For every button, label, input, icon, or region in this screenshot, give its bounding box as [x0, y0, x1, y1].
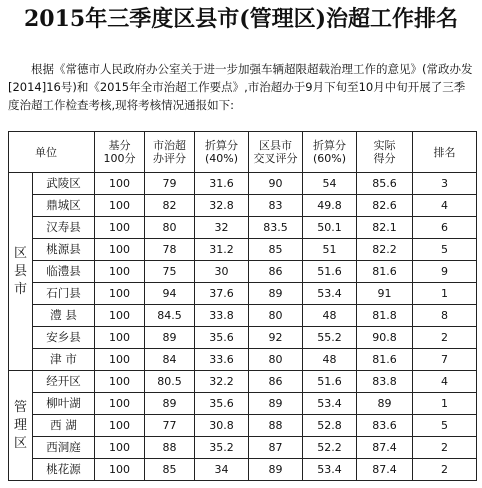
rank-cell: 4: [413, 195, 477, 217]
actual-score-cell: 90.8: [357, 327, 413, 349]
base-score-cell: 100: [95, 415, 145, 437]
table-row: [9, 437, 477, 459]
group-label: [9, 173, 33, 371]
converted-60-cell: 51.6: [303, 261, 357, 283]
group-label: [9, 371, 33, 481]
table-row: [9, 327, 477, 349]
converted-40-cell: 31.6: [195, 173, 249, 195]
ranking-table: [8, 131, 477, 481]
base-score-cell: 100: [95, 437, 145, 459]
header-cross-score: 区县市 交叉评分: [249, 132, 303, 173]
base-score-cell: 100: [95, 371, 145, 393]
city-score-cell: 77: [145, 415, 195, 437]
rank-cell: 5: [413, 239, 477, 261]
table-row: [9, 217, 477, 239]
table-row: [9, 459, 477, 481]
city-score-cell: 94: [145, 283, 195, 305]
city-score-cell: 75: [145, 261, 195, 283]
rank-cell: 2: [413, 459, 477, 481]
cross-score-cell: 80: [249, 305, 303, 327]
converted-60-cell: 50.1: [303, 217, 357, 239]
header-unit: 单位: [9, 132, 95, 173]
rank-cell: 2: [413, 327, 477, 349]
cross-score-cell: 83.5: [249, 217, 303, 239]
table-row: [9, 283, 477, 305]
cross-score-cell: 92: [249, 327, 303, 349]
city-score-cell: 79: [145, 173, 195, 195]
cross-score-cell: 87: [249, 437, 303, 459]
header-rank: 排名: [413, 132, 477, 173]
table-row: [9, 261, 477, 283]
unit-name-cell: 汉寿县: [33, 217, 95, 239]
converted-40-cell: 37.6: [195, 283, 249, 305]
rank-cell: 3: [413, 173, 477, 195]
header-actual-score: 实际 得分: [357, 132, 413, 173]
group-label-char: 理: [13, 417, 27, 433]
base-score-cell: 100: [95, 195, 145, 217]
header-converted-60: 折算分 (60%): [303, 132, 357, 173]
converted-40-cell: 30.8: [195, 415, 249, 437]
unit-name-cell: 安乡县: [33, 327, 95, 349]
actual-score-cell: 85.6: [357, 173, 413, 195]
converted-40-cell: 32.2: [195, 371, 249, 393]
city-score-cell: 78: [145, 239, 195, 261]
actual-score-cell: 81.6: [357, 261, 413, 283]
actual-score-cell: 81.8: [357, 305, 413, 327]
actual-score-cell: 82.6: [357, 195, 413, 217]
cross-score-cell: 86: [249, 371, 303, 393]
base-score-cell: 100: [95, 283, 145, 305]
table-header-row: [9, 132, 477, 173]
city-score-cell: 85: [145, 459, 195, 481]
table-row: [9, 305, 477, 327]
base-score-cell: 100: [95, 239, 145, 261]
unit-name-cell: 鼎城区: [33, 195, 95, 217]
converted-60-cell: 49.8: [303, 195, 357, 217]
converted-60-cell: 52.2: [303, 437, 357, 459]
city-score-cell: 89: [145, 393, 195, 415]
converted-40-cell: 30: [195, 261, 249, 283]
table-row: [9, 371, 477, 393]
table-row: [9, 195, 477, 217]
cross-score-cell: 86: [249, 261, 303, 283]
city-score-cell: 84.5: [145, 305, 195, 327]
actual-score-cell: 83.8: [357, 371, 413, 393]
rank-cell: 5: [413, 415, 477, 437]
converted-60-cell: 48: [303, 349, 357, 371]
actual-score-cell: 87.4: [357, 437, 413, 459]
converted-60-cell: 51.6: [303, 371, 357, 393]
rank-cell: 8: [413, 305, 477, 327]
city-score-cell: 80.5: [145, 371, 195, 393]
converted-60-cell: 52.8: [303, 415, 357, 437]
actual-score-cell: 82.2: [357, 239, 413, 261]
page-title: 2015年三季度区县市(管理区)治超工作排名: [23, 6, 459, 32]
table-row: [9, 415, 477, 437]
unit-name-cell: 临澧县: [33, 261, 95, 283]
base-score-cell: 100: [95, 305, 145, 327]
unit-name-cell: 津 市: [33, 349, 95, 371]
group-label-char: 区: [13, 435, 27, 451]
converted-60-cell: 53.4: [303, 283, 357, 305]
rank-cell: 4: [413, 371, 477, 393]
city-score-cell: 88: [145, 437, 195, 459]
city-score-cell: 84: [145, 349, 195, 371]
cross-score-cell: 88: [249, 415, 303, 437]
table-row: [9, 393, 477, 415]
cross-score-cell: 90: [249, 173, 303, 195]
rank-cell: 2: [413, 437, 477, 459]
city-score-cell: 89: [145, 327, 195, 349]
base-score-cell: 100: [95, 261, 145, 283]
unit-name-cell: 西 湖: [33, 415, 95, 437]
actual-score-cell: 89: [357, 393, 413, 415]
rank-cell: 7: [413, 349, 477, 371]
unit-name-cell: 柳叶湖: [33, 393, 95, 415]
group-label-char: 县: [13, 263, 27, 279]
header-base: 基分 100分: [95, 132, 145, 173]
table-row: [9, 173, 477, 195]
actual-score-cell: 87.4: [357, 459, 413, 481]
converted-40-cell: 31.2: [195, 239, 249, 261]
rank-cell: 1: [413, 283, 477, 305]
unit-name-cell: 石门县: [33, 283, 95, 305]
header-converted-40: 折算分 (40%): [195, 132, 249, 173]
converted-60-cell: 53.4: [303, 393, 357, 415]
cross-score-cell: 85: [249, 239, 303, 261]
unit-name-cell: 澧 县: [33, 305, 95, 327]
base-score-cell: 100: [95, 327, 145, 349]
base-score-cell: 100: [95, 173, 145, 195]
table-row: [9, 349, 477, 371]
unit-name-cell: 经开区: [33, 371, 95, 393]
base-score-cell: 100: [95, 217, 145, 239]
converted-40-cell: 35.2: [195, 437, 249, 459]
converted-40-cell: 32: [195, 217, 249, 239]
cross-score-cell: 83: [249, 195, 303, 217]
converted-40-cell: 35.6: [195, 327, 249, 349]
converted-40-cell: 35.6: [195, 393, 249, 415]
group-label-char: 市: [13, 281, 27, 297]
converted-60-cell: 53.4: [303, 459, 357, 481]
table-body: [9, 173, 477, 481]
base-score-cell: 100: [95, 459, 145, 481]
base-score-cell: 100: [95, 393, 145, 415]
base-score-cell: 100: [95, 349, 145, 371]
intro-paragraph: 根据《常德市人民政府办公室关于进一步加强车辆超限超载治理工作的意见》(常政办发[2014]16号)和《2015年全市治超工作要点》,市治超办于9月下旬至10月中旬开展了三季度治超工作检查考核,现将考核情况通报如下:: [8, 62, 473, 112]
cross-score-cell: 89: [249, 283, 303, 305]
converted-40-cell: 33.6: [195, 349, 249, 371]
converted-60-cell: 54: [303, 173, 357, 195]
group-label-char: 管: [13, 399, 27, 415]
unit-name-cell: 桃花源: [33, 459, 95, 481]
table-row: [9, 239, 477, 261]
unit-name-cell: 桃源县: [33, 239, 95, 261]
unit-name-cell: 武陵区: [33, 173, 95, 195]
rank-cell: 9: [413, 261, 477, 283]
actual-score-cell: 83.6: [357, 415, 413, 437]
converted-60-cell: 48: [303, 305, 357, 327]
cross-score-cell: 89: [249, 459, 303, 481]
converted-40-cell: 34: [195, 459, 249, 481]
cross-score-cell: 80: [249, 349, 303, 371]
actual-score-cell: 82.1: [357, 217, 413, 239]
group-label-char: 区: [13, 245, 27, 261]
unit-name-cell: 西洞庭: [33, 437, 95, 459]
actual-score-cell: 91: [357, 283, 413, 305]
header-city-score: 市治超 办评分: [145, 132, 195, 173]
converted-40-cell: 32.8: [195, 195, 249, 217]
city-score-cell: 82: [145, 195, 195, 217]
converted-60-cell: 51: [303, 239, 357, 261]
actual-score-cell: 81.6: [357, 349, 413, 371]
rank-cell: 1: [413, 393, 477, 415]
city-score-cell: 80: [145, 217, 195, 239]
converted-60-cell: 55.2: [303, 327, 357, 349]
rank-cell: 6: [413, 217, 477, 239]
converted-40-cell: 33.8: [195, 305, 249, 327]
cross-score-cell: 89: [249, 393, 303, 415]
